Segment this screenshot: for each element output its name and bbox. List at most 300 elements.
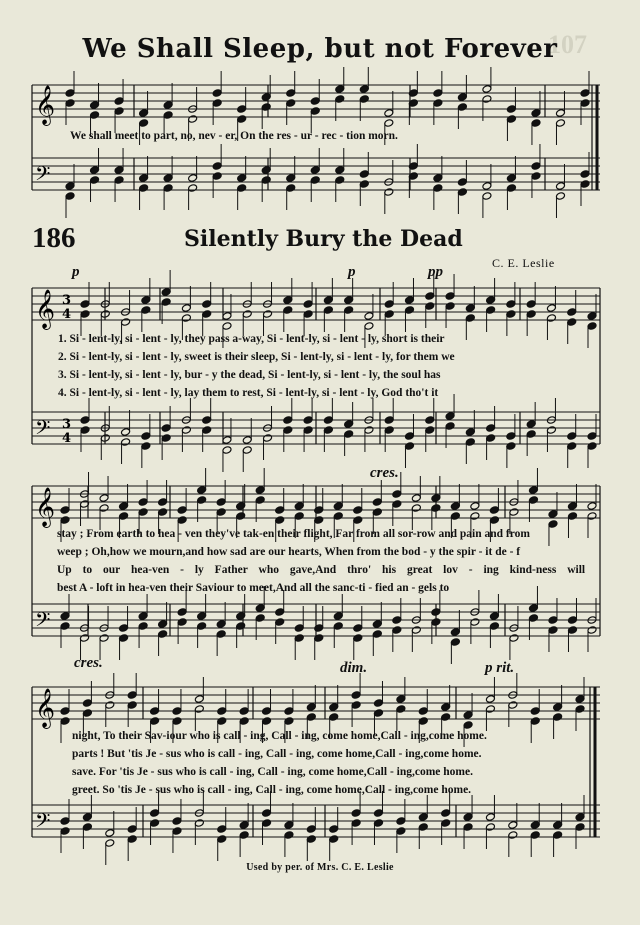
dynamic-p2: p [348, 264, 356, 280]
note-head [82, 823, 92, 832]
note-head [212, 162, 222, 171]
note-head [506, 105, 516, 114]
svg-text:𝄞: 𝄞 [35, 688, 56, 728]
note-head [139, 184, 149, 193]
note-head [548, 626, 558, 635]
note-head [425, 302, 435, 311]
note-head [470, 502, 480, 511]
s1-verse-3: 3. Si - lent-ly, si - lent - ly, bur - y the dead, Si - lent-ly, si - lent - ly, the soul has [58, 369, 441, 381]
note-head [216, 620, 226, 629]
note-head [344, 296, 354, 305]
s2-verse-3: Up to our hea-ven - ly Father who gave,And thro' his great lov - ing kind-ness will [57, 564, 586, 576]
note-head [105, 701, 115, 710]
note-head [127, 701, 137, 710]
note-head [138, 612, 148, 621]
note-head [553, 703, 563, 712]
note-head [405, 432, 415, 441]
note-head [90, 166, 100, 175]
s1-verse-4: 4. Si - lent-ly, si - lent - ly, lay them to rest, Si - lent-ly, si - lent - ly, God tho't it [58, 387, 439, 399]
note-head [526, 420, 536, 429]
note-head [261, 93, 271, 102]
note-head [486, 424, 496, 433]
note-head [506, 442, 516, 451]
note-head [150, 707, 160, 716]
note-head [335, 85, 345, 94]
note-head [528, 614, 538, 623]
note-head [418, 813, 428, 822]
note-head [197, 612, 207, 621]
note-head [323, 306, 333, 315]
note-head [506, 115, 516, 124]
note-head [283, 306, 293, 315]
note-head [335, 166, 345, 175]
note-head [119, 512, 129, 521]
note-head [372, 498, 382, 507]
note-head [441, 703, 451, 712]
note-head [568, 626, 578, 635]
note-head [161, 298, 171, 307]
note-head [202, 310, 212, 319]
note-head [261, 176, 271, 185]
dynamic-cres1: cres. [370, 465, 399, 481]
note-head [470, 618, 480, 627]
note-head [139, 119, 149, 128]
note-head [105, 829, 115, 838]
note-head [528, 604, 538, 613]
note-head [177, 618, 187, 627]
note-head [509, 508, 519, 517]
note-head [90, 101, 100, 110]
note-head [99, 504, 109, 513]
note-head [333, 502, 343, 511]
note-head [431, 608, 441, 617]
note-head [127, 835, 137, 844]
note-head [335, 95, 345, 104]
note-head [202, 300, 212, 309]
note-head [217, 825, 227, 834]
note-head [485, 695, 495, 704]
note-head [283, 416, 293, 425]
note-head [333, 612, 343, 621]
note-head [405, 442, 415, 451]
note-head [344, 420, 354, 429]
note-head [392, 616, 402, 625]
note-head [587, 322, 597, 331]
note-head [353, 634, 363, 643]
note-head [556, 192, 566, 201]
note-head [465, 428, 475, 437]
note-head [127, 825, 137, 834]
note-head [255, 486, 265, 495]
note-head [121, 428, 131, 437]
song-title-top: We Shall Sleep, but not Forever [82, 34, 558, 64]
note-head [359, 85, 369, 94]
note-head [463, 711, 473, 720]
note-head [114, 176, 124, 185]
note-head [526, 300, 536, 309]
note-head [353, 624, 363, 633]
note-head [236, 612, 246, 621]
note-head [556, 182, 566, 191]
note-head [314, 516, 324, 525]
note-head [194, 819, 204, 828]
note-head [530, 707, 540, 716]
note-head [465, 314, 475, 323]
note-head [255, 604, 265, 613]
note-head [508, 821, 518, 830]
note-head [310, 176, 320, 185]
composer: C. E. Leslie [492, 256, 555, 270]
note-head [553, 831, 563, 840]
note-head [60, 622, 70, 631]
note-head [212, 99, 222, 108]
note-head [531, 172, 541, 181]
note-head [335, 176, 345, 185]
note-head [329, 825, 339, 834]
note-head [139, 174, 149, 183]
note-head [372, 620, 382, 629]
note-head [392, 500, 402, 509]
hymn-title: Silently Bury the Dead [184, 226, 463, 252]
note-head [351, 691, 361, 700]
note-head [141, 442, 151, 451]
note-head [239, 717, 249, 726]
note-head [506, 310, 516, 319]
note-head [138, 498, 148, 507]
note-head [239, 707, 249, 716]
note-head [60, 612, 70, 621]
note-head [303, 300, 313, 309]
note-head [237, 105, 247, 114]
note-head [359, 180, 369, 189]
note-head [262, 717, 272, 726]
note-head [242, 310, 252, 319]
note-head [374, 819, 384, 828]
note-head [396, 827, 406, 836]
s3-verse-1: night, To their Sav-iour who is call - ing, Call - ing, come home,Call - ing,come home. [72, 730, 487, 742]
note-head [158, 498, 168, 507]
note-head [425, 292, 435, 301]
note-head [482, 95, 492, 104]
time-sig-bottom: 4 [62, 307, 72, 322]
note-head [275, 608, 285, 617]
note-head [161, 434, 171, 443]
note-head [463, 813, 473, 822]
note-head [329, 713, 339, 722]
note-head [80, 310, 90, 319]
treble-clef-icon: 𝄞 [35, 85, 56, 125]
note-head [506, 300, 516, 309]
note-head [575, 823, 585, 832]
note-head [531, 119, 541, 128]
note-head [114, 166, 124, 175]
note-head [114, 107, 124, 116]
note-head [294, 512, 304, 521]
note-head [411, 626, 421, 635]
note-head [351, 701, 361, 710]
note-head [580, 170, 590, 179]
note-head [60, 717, 70, 726]
footer-credit: Used by per. of Mrs. C. E. Leslie [246, 862, 394, 873]
note-head [485, 823, 495, 832]
note-head [489, 516, 499, 525]
note-head [217, 707, 227, 716]
note-head [242, 436, 252, 445]
note-head [587, 432, 597, 441]
note-head [575, 813, 585, 822]
note-head [548, 616, 558, 625]
note-head [222, 446, 232, 455]
note-head [212, 89, 222, 98]
note-head [263, 310, 273, 319]
note-head [161, 288, 171, 297]
note-head [80, 634, 90, 643]
note-head [222, 322, 232, 331]
note-head [216, 508, 226, 517]
note-head [528, 496, 538, 505]
s2-verse-2: weep ; Oh,how we mourn,and how sad are our hearts, When from the bod - y the spir - it de - f [57, 546, 521, 558]
note-head [239, 831, 249, 840]
note-head [119, 634, 129, 643]
note-head [457, 93, 467, 102]
note-head [310, 166, 320, 175]
note-head [80, 416, 90, 425]
dynamic-cres2: cres. [74, 655, 103, 671]
note-head [139, 109, 149, 118]
note-head [418, 823, 428, 832]
note-head [418, 717, 428, 726]
note-head [181, 314, 191, 323]
note-head [286, 184, 296, 193]
note-head [384, 300, 394, 309]
note-head [181, 426, 191, 435]
note-head [286, 99, 296, 108]
note-head [262, 809, 272, 818]
note-head [161, 424, 171, 433]
note-head [489, 622, 499, 631]
svg-text:𝄢: 𝄢 [35, 416, 51, 444]
hymn-number: 186 [32, 222, 76, 254]
note-head [263, 434, 273, 443]
note-head [114, 97, 124, 106]
note-head [188, 115, 198, 124]
note-head [463, 721, 473, 730]
note-head [236, 502, 246, 511]
note-head [275, 516, 285, 525]
note-head [262, 819, 272, 828]
note-head [364, 322, 374, 331]
note-head [486, 306, 496, 315]
note-head [323, 426, 333, 435]
note-head [546, 426, 556, 435]
note-head [65, 182, 75, 191]
note-head [548, 520, 558, 529]
note-head [351, 819, 361, 828]
note-head [508, 831, 518, 840]
note-head [172, 717, 182, 726]
s3-verse-3: save. For 'tis Je - sus who is call - ing, Call - ing, come home,Call - ing,come home. [72, 766, 473, 778]
note-head [482, 192, 492, 201]
s1-verse-2: 2. Si - lent-ly, si - lent - ly, sweet is their sleep, Si - lent-ly, si - lent - ly, for them we [58, 351, 455, 363]
note-head [163, 184, 173, 193]
note-head [344, 430, 354, 439]
note-head [486, 434, 496, 443]
s1-verse-1: 1. Si - lent-ly, si - lent - ly, they pass a-way, Si - lent-ly, si - lent - ly, short is their [58, 333, 445, 345]
note-head [255, 496, 265, 505]
note-head [314, 634, 324, 643]
note-head [306, 713, 316, 722]
note-head [60, 516, 70, 525]
note-head [528, 486, 538, 495]
svg-text:4: 4 [62, 431, 72, 446]
note-head [262, 707, 272, 716]
dynamic-dim: dim. [340, 660, 368, 676]
note-head [333, 512, 343, 521]
note-head [294, 634, 304, 643]
note-head [163, 101, 173, 110]
note-head [567, 308, 577, 317]
note-head [216, 630, 226, 639]
svg-text:𝄞: 𝄞 [35, 289, 56, 329]
note-head [556, 119, 566, 128]
note-head [457, 178, 467, 187]
note-head [119, 624, 129, 633]
note-head [384, 416, 394, 425]
note-head [261, 103, 271, 112]
note-head [194, 695, 204, 704]
note-head [99, 634, 109, 643]
note-head [217, 717, 227, 726]
note-head [163, 174, 173, 183]
note-head [138, 622, 148, 631]
note-head [531, 109, 541, 118]
note-head [283, 426, 293, 435]
note-head [445, 422, 455, 431]
page-number: 107 [548, 30, 587, 59]
note-head [202, 426, 212, 435]
note-head [482, 182, 492, 191]
note-head [158, 508, 168, 517]
note-head [197, 486, 207, 495]
note-head [526, 430, 536, 439]
time-sig-top: 3 [62, 293, 72, 308]
note-head [90, 176, 100, 185]
note-head [353, 506, 363, 515]
note-head [329, 835, 339, 844]
bass-clef-icon: 𝄢 [35, 162, 51, 190]
note-head [580, 180, 590, 189]
note-head [60, 707, 70, 716]
note-head [150, 809, 160, 818]
note-head [60, 506, 70, 515]
note-head [445, 302, 455, 311]
note-head [364, 312, 374, 321]
note-head [489, 506, 499, 515]
note-head [431, 504, 441, 513]
note-head [121, 318, 131, 327]
note-head [314, 506, 324, 515]
note-head [450, 638, 460, 647]
note-head [556, 109, 566, 118]
dynamic-p-rit: p rit. [485, 660, 515, 676]
note-head [567, 318, 577, 327]
note-head [431, 618, 441, 627]
note-head [384, 310, 394, 319]
note-head [158, 620, 168, 629]
note-head [172, 707, 182, 716]
note-head [242, 446, 252, 455]
note-head [82, 709, 92, 718]
note-head [217, 835, 227, 844]
note-head [567, 432, 577, 441]
note-head [306, 835, 316, 844]
note-head [197, 496, 207, 505]
note-head [457, 103, 467, 112]
note-head [141, 306, 151, 315]
note-head [310, 97, 320, 106]
note-head [441, 713, 451, 722]
note-head [138, 508, 148, 517]
note-head [237, 174, 247, 183]
note-head [372, 508, 382, 517]
note-head [575, 695, 585, 704]
note-head [418, 707, 428, 716]
note-head [531, 162, 541, 171]
note-head [405, 296, 415, 305]
note-head [163, 111, 173, 120]
svg-text:𝄢: 𝄢 [35, 608, 51, 636]
note-head [384, 188, 394, 197]
note-head [127, 691, 137, 700]
note-head [261, 166, 271, 175]
note-head [450, 512, 460, 521]
note-head [90, 111, 100, 120]
note-head [392, 626, 402, 635]
note-head [587, 442, 597, 451]
note-head [275, 618, 285, 627]
note-head [150, 819, 160, 828]
note-head [526, 310, 536, 319]
dynamic-p1: p [72, 264, 80, 280]
note-head [485, 813, 495, 822]
note-head [508, 701, 518, 710]
note-head [530, 717, 540, 726]
note-head [587, 502, 597, 511]
note-head [587, 312, 597, 321]
note-head [405, 306, 415, 315]
note-head [384, 119, 394, 128]
note-head [303, 426, 313, 435]
note-head [150, 717, 160, 726]
note-head [441, 819, 451, 828]
note-head [306, 703, 316, 712]
note-head [306, 825, 316, 834]
note-head [567, 442, 577, 451]
note-head [294, 502, 304, 511]
note-head [364, 426, 374, 435]
note-head [548, 510, 558, 519]
note-head [181, 304, 191, 313]
note-head [236, 622, 246, 631]
note-head [294, 624, 304, 633]
note-head [284, 717, 294, 726]
note-head [212, 172, 222, 181]
note-head [99, 494, 109, 503]
note-head [177, 516, 187, 525]
note-head [450, 502, 460, 511]
note-head [121, 438, 131, 447]
note-head [105, 839, 115, 848]
